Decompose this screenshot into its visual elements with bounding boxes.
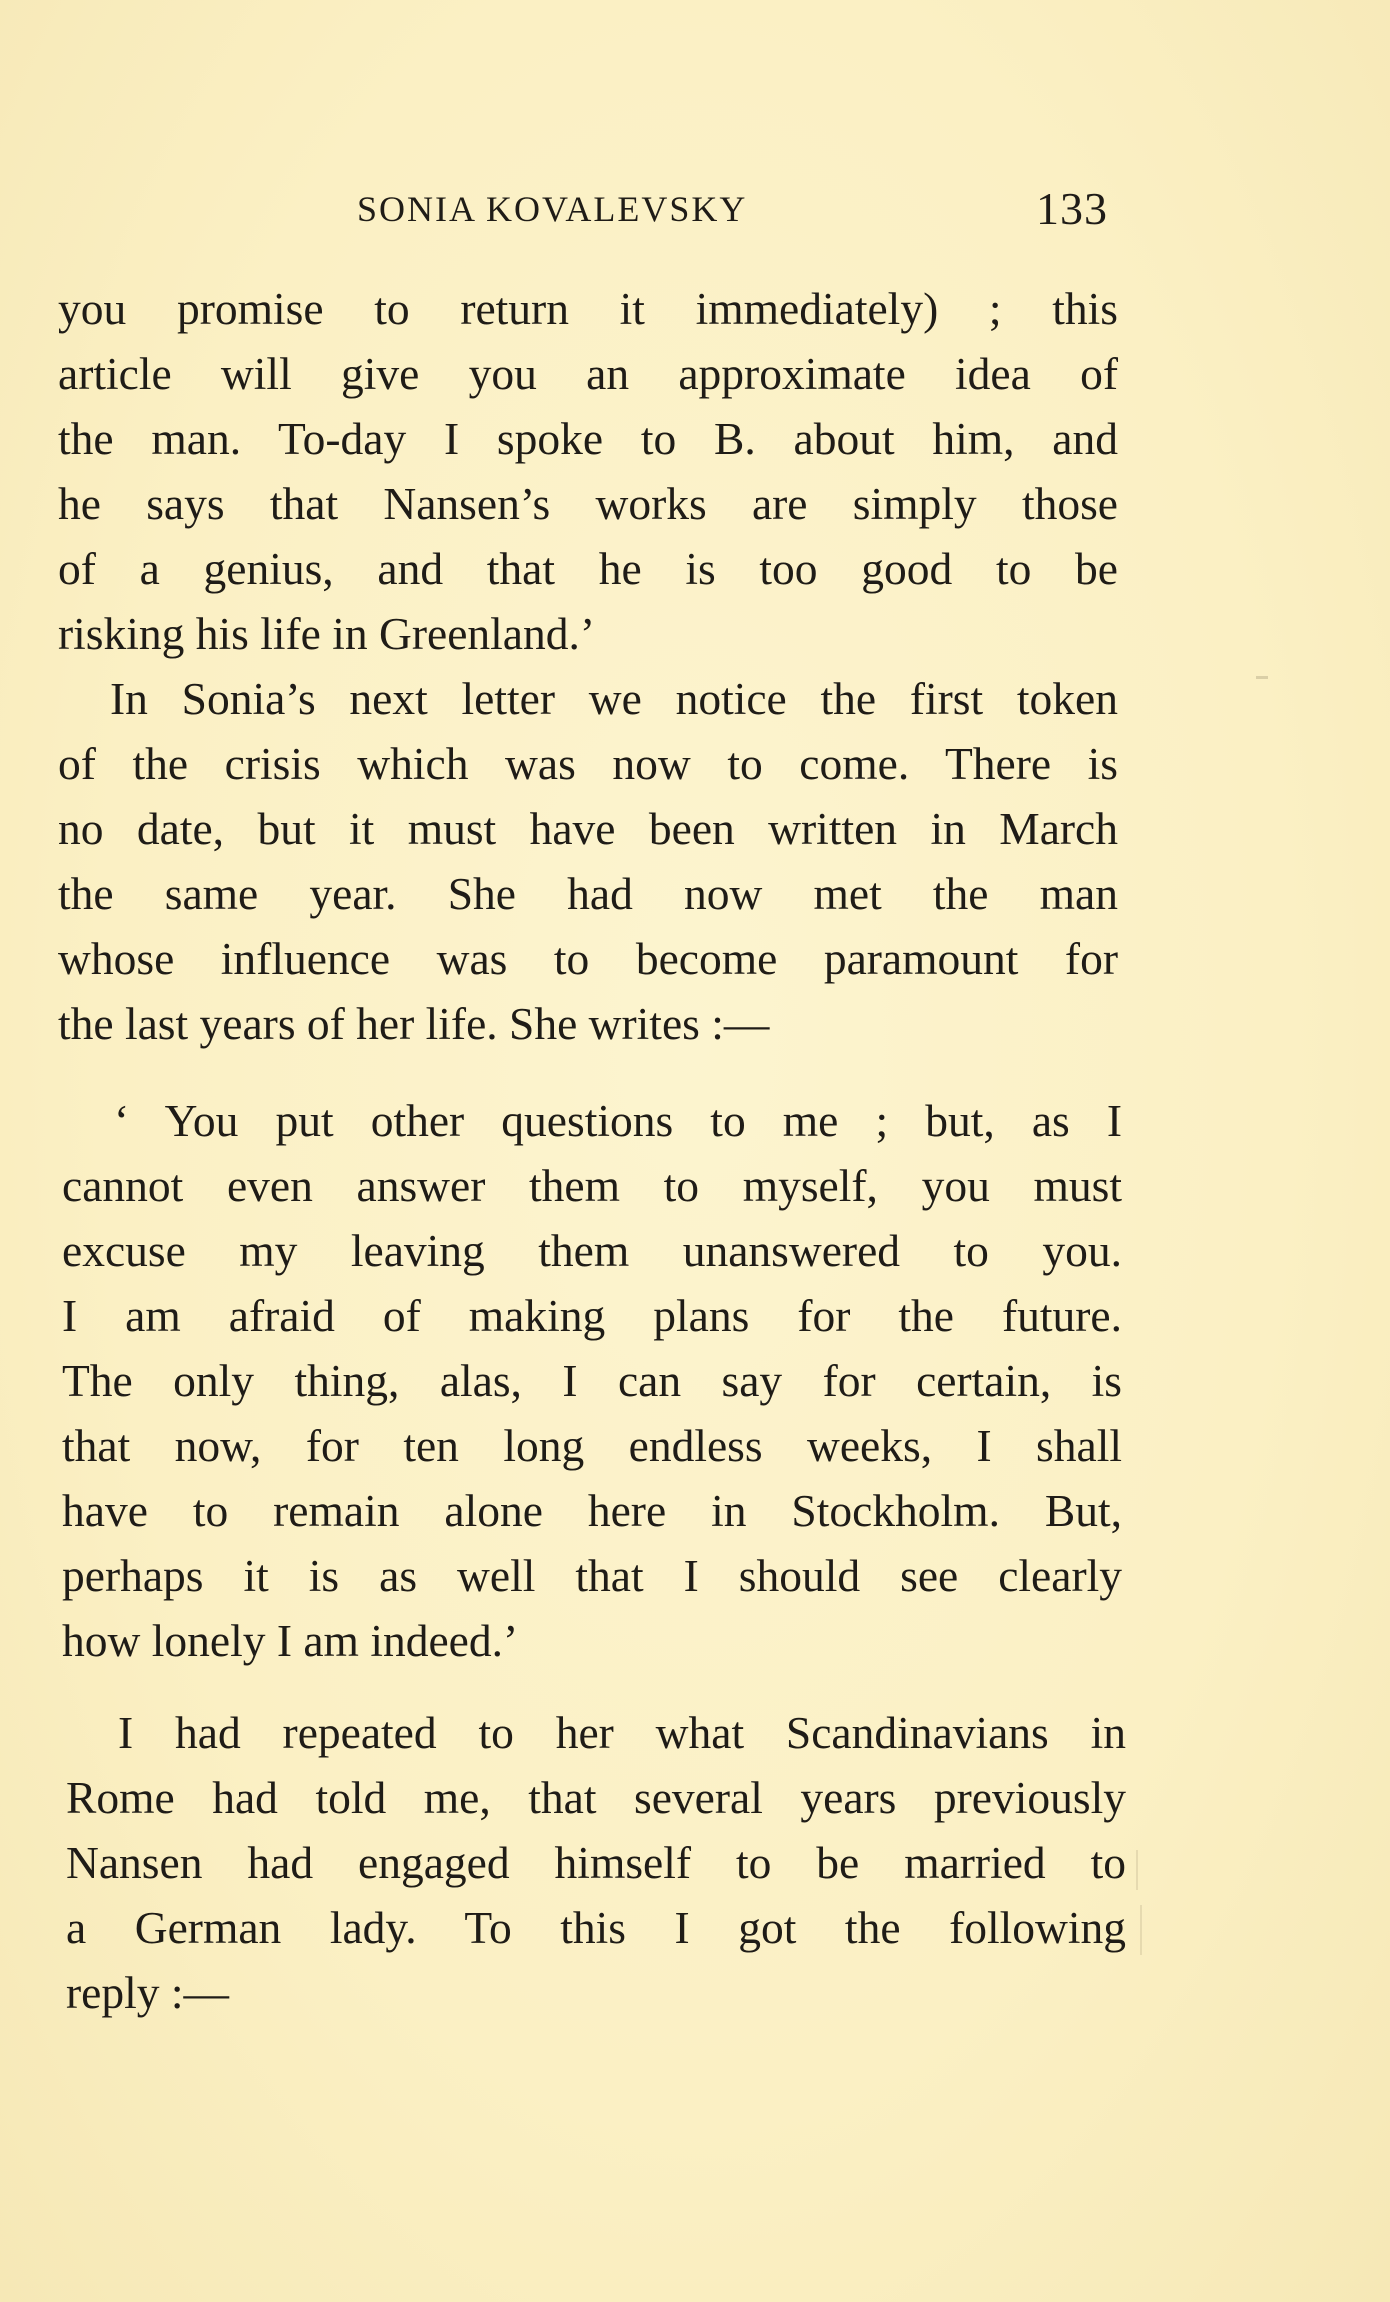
page-crease <box>1136 1850 1138 1890</box>
paragraph-nansen <box>66 1700 1126 2025</box>
text-line: ‘ You put other questions to me ; but, as I <box>114 1095 1122 1146</box>
paragraph-sonia-letter <box>58 666 1118 1056</box>
text-block-1 <box>58 276 1118 1056</box>
running-title: SONIA KOVALEVSKY <box>357 189 748 229</box>
text-line: the last years of her life. She writes :— <box>58 998 770 1049</box>
text-line: how lonely I am indeed.’ <box>62 1615 519 1666</box>
page-crease <box>1140 1905 1142 1955</box>
text-line: of the crisis which was now to come. There is <box>58 738 1118 789</box>
text-line: Nansen had engaged himself to be married to <box>66 1837 1126 1888</box>
text-line: I am afraid of making plans for the future. <box>62 1290 1122 1341</box>
text-line: article will give you an approximate idea of <box>58 348 1118 399</box>
paragraph-continuation <box>58 276 1118 666</box>
text-line: that now, for ten long endless weeks, I shall <box>62 1420 1122 1471</box>
text-line: perhaps it is as well that I should see clearly <box>62 1550 1122 1601</box>
text-line: The only thing, alas, I can say for certain, is <box>62 1355 1122 1406</box>
text-line: Rome had told me, that several years previously <box>66 1772 1126 1823</box>
text-line: of a genius, and that he is too good to be <box>58 543 1118 594</box>
text-line: no date, but it must have been written in March <box>58 803 1118 854</box>
text-line: I had repeated to her what Scandinavians in <box>118 1707 1126 1758</box>
quoted-letter <box>62 1088 1122 1673</box>
text-line: excuse my leaving them unanswered to you. <box>62 1225 1122 1276</box>
page-header <box>0 182 1390 242</box>
text-line: the man. To-day I spoke to B. about him, and <box>58 413 1118 464</box>
text-line: the same year. She had now met the man <box>58 868 1118 919</box>
text-line: cannot even answer them to myself, you must <box>62 1160 1122 1211</box>
text-line: you promise to return it immediately) ; this <box>58 283 1118 334</box>
text-line: he says that Nansen’s works are simply those <box>58 478 1118 529</box>
text-line: In Sonia’s next letter we notice the first token <box>110 673 1118 724</box>
paper-speck <box>1256 676 1268 679</box>
page-number: 133 <box>1036 183 1108 234</box>
text-line: have to remain alone here in Stockholm. But, <box>62 1485 1122 1536</box>
text-line: risking his life in Greenland.’ <box>58 608 596 659</box>
text-line: reply :— <box>66 1967 230 2018</box>
text-line: whose influence was to become paramount for <box>58 933 1118 984</box>
text-line: a German lady. To this I got the following <box>66 1902 1126 1953</box>
